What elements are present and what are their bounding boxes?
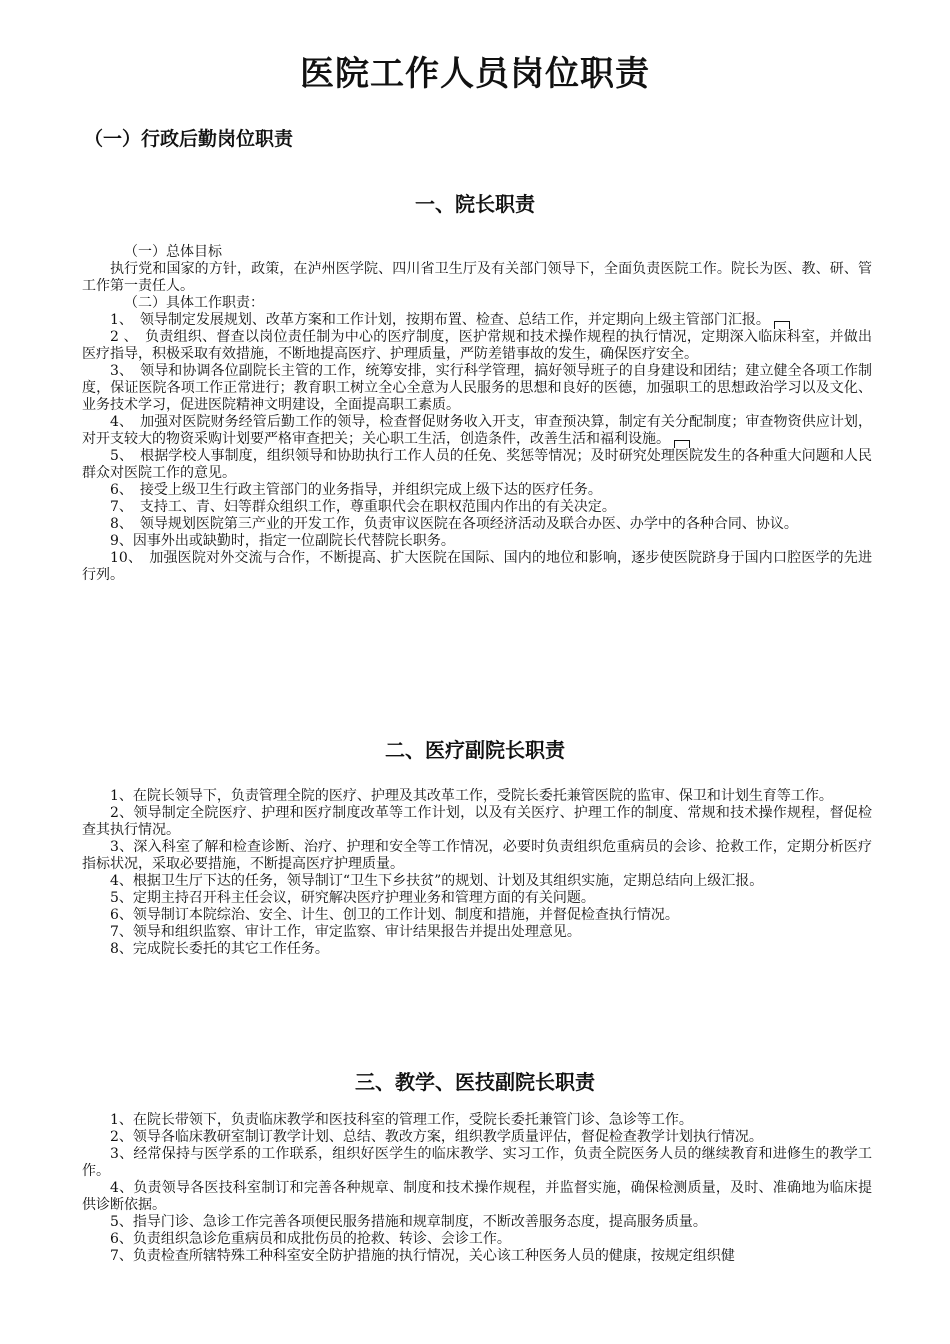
paragraph: 5、指导门诊、急诊工作完善各项便民服务措施和规章制度，不断改善服务态度，提高服务质量。: [110, 1214, 707, 1230]
paragraph: 6、领导制订本院综治、安全、计生、创卫的工作计划、制度和措施，并督促检查执行情况。: [110, 907, 679, 923]
section-heading-medical-vp: 二、医疗副院长职责: [385, 738, 565, 762]
paragraph: 6、负责组织急诊危重病员和成批伤员的抢救、转诊、会诊工作。: [110, 1231, 511, 1247]
paragraph: 6、 接受上级卫生行政主管部门的业务指导，并组织完成上级下达的医疗任务。: [110, 482, 602, 498]
paragraph: （二）具体工作职责：: [124, 295, 264, 311]
paragraph: 8、完成院长委托的其它工作任务。: [110, 941, 329, 957]
paragraph: 3、 领导和协调各位副院长主管的工作，统筹安排，实行科学管理，搞好领导班子的自身建设和团结；建立健全各项工作制度，保证医院各项工作正常进行；教育职工树立全心全意为人民服务的思想和良好的医德，加强职工的思想政治学习以及文化、业务技术学习，促进医院精神文明建设，全面提高职工素质。: [82, 363, 872, 413]
section-body-president: [82, 244, 872, 584]
paragraph: 5、定期主持召开科主任会议，研究解决医疗护理业务和管理方面的有关问题。: [110, 890, 595, 906]
section-body-medical-vp: [82, 788, 872, 958]
paragraph: 2、领导各临床教研室制订教学计划、总结、教改方案，组织教学质量评估，督促检查教学计划执行情况。: [110, 1129, 763, 1145]
paragraph: 4、负责领导各医技科室制订和完善各种规章、制度和技术操作规程，并监督实施，确保检测质量，及时、准确地为临床提供诊断依据。: [82, 1180, 872, 1213]
paragraph: [82, 414, 872, 448]
section-heading-teaching-vp: 三、教学、医技副院长职责: [355, 1070, 595, 1094]
paragraph: 7、负责检查所辖特殊工种科室安全防护措施的执行情况，关心该工种医务人员的健康，按规定组织健: [110, 1248, 735, 1264]
paragraph-text: 4、 加强对医院财务经管后勤工作的领导，检查督促财务收入开支，审查预决算，制定有关分配制度；审查物资供应计划，对开支较大的物资采购计划要严格审查把关；关心职工生活，创造条件，改善生活和福利设施。: [82, 414, 872, 447]
paragraph: 3、深入科室了解和检查诊断、治疗、护理和安全等工作情况，必要时负责组织危重病员的会诊、抢救工作，定期分析医疗指标状况，采取必要措施，不断提高医疗护理质量。: [82, 839, 872, 872]
paragraph: 7、领导和组织监察、审计工作，审定监察、审计结果报告并提出处理意见。: [110, 924, 581, 940]
paragraph: 2 、 负责组织、督查以岗位责任制为中心的医疗制度，医护常规和技术操作规程的执行情况，定期深入临床科室，并做出医疗指导，积极采取有效措施，不断地提高医疗、护理质量，严防差错事故的发生，确保医疗安全。: [82, 329, 872, 362]
edit-mark-icon: [774, 321, 790, 329]
category-heading: （一）行政后勤岗位职责: [84, 128, 294, 150]
paragraph: 2、领导制定全院医疗、护理和医疗制度改革等工作计划，以及有关医疗、护理工作的制度、常规和技术操作规程，督促检查其执行情况。: [82, 805, 872, 838]
section-heading-president: 一、院长职责: [415, 192, 535, 216]
paragraph: 1、在院长带领下，负责临床教学和医技科室的管理工作，受院长委托兼管门诊、急诊等工作。: [110, 1112, 693, 1128]
paragraph: 9、因事外出或缺勤时，指定一位副院长代替院长职务。: [110, 533, 455, 549]
paragraph: （一）总体目标: [124, 244, 222, 260]
edit-mark-icon: [674, 440, 690, 448]
paragraph: 8、 领导规划医院第三产业的开发工作，负责审议医院在各项经济活动及联合办医、办学中的各种合同、协议。: [110, 516, 798, 532]
paragraph: 5、 根据学校人事制度，组织领导和协助执行工作人员的任免、奖惩等情况；及时研究处理医院发生的各种重大问题和人民群众对医院工作的意见。: [82, 448, 872, 481]
paragraph: [82, 312, 872, 329]
paragraph: 10、 加强医院对外交流与合作，不断提高、扩大医院在国际、国内的地位和影响，逐步使医院跻身于国内口腔医学的先进行列。: [82, 550, 872, 583]
paragraph: 7、 支持工、青、妇等群众组织工作，尊重职代会在职权范围内作出的有关决定。: [110, 499, 616, 515]
paragraph: 3、经常保持与医学系的工作联系，组织好医学生的临床教学、实习工作，负责全院医务人员的继续教育和进修生的教学工作。: [82, 1146, 872, 1179]
page-title: 医院工作人员岗位职责: [300, 54, 650, 94]
paragraph: 执行党和国家的方针，政策，在泸州医学院、四川省卫生厅及有关部门领导下，全面负责医院工作。院长为医、教、研、管工作第一责任人。: [82, 261, 872, 294]
section-body-teaching-vp: [82, 1112, 872, 1265]
paragraph-text: 1、 领导制定发展规划、改革方案和工作计划，按期布置、检查、总结工作，并定期向上级主管部门汇报。: [110, 312, 770, 328]
paragraph: 4、根据卫生厅下达的任务，领导制订“卫生下乡扶贫”的规划、计划及其组织实施，定期总结向上级汇报。: [110, 873, 764, 889]
paragraph: 1、在院长领导下，负责管理全院的医疗、护理及其改革工作，受院长委托兼管医院的监审、保卫和计划生育等工作。: [110, 788, 833, 804]
